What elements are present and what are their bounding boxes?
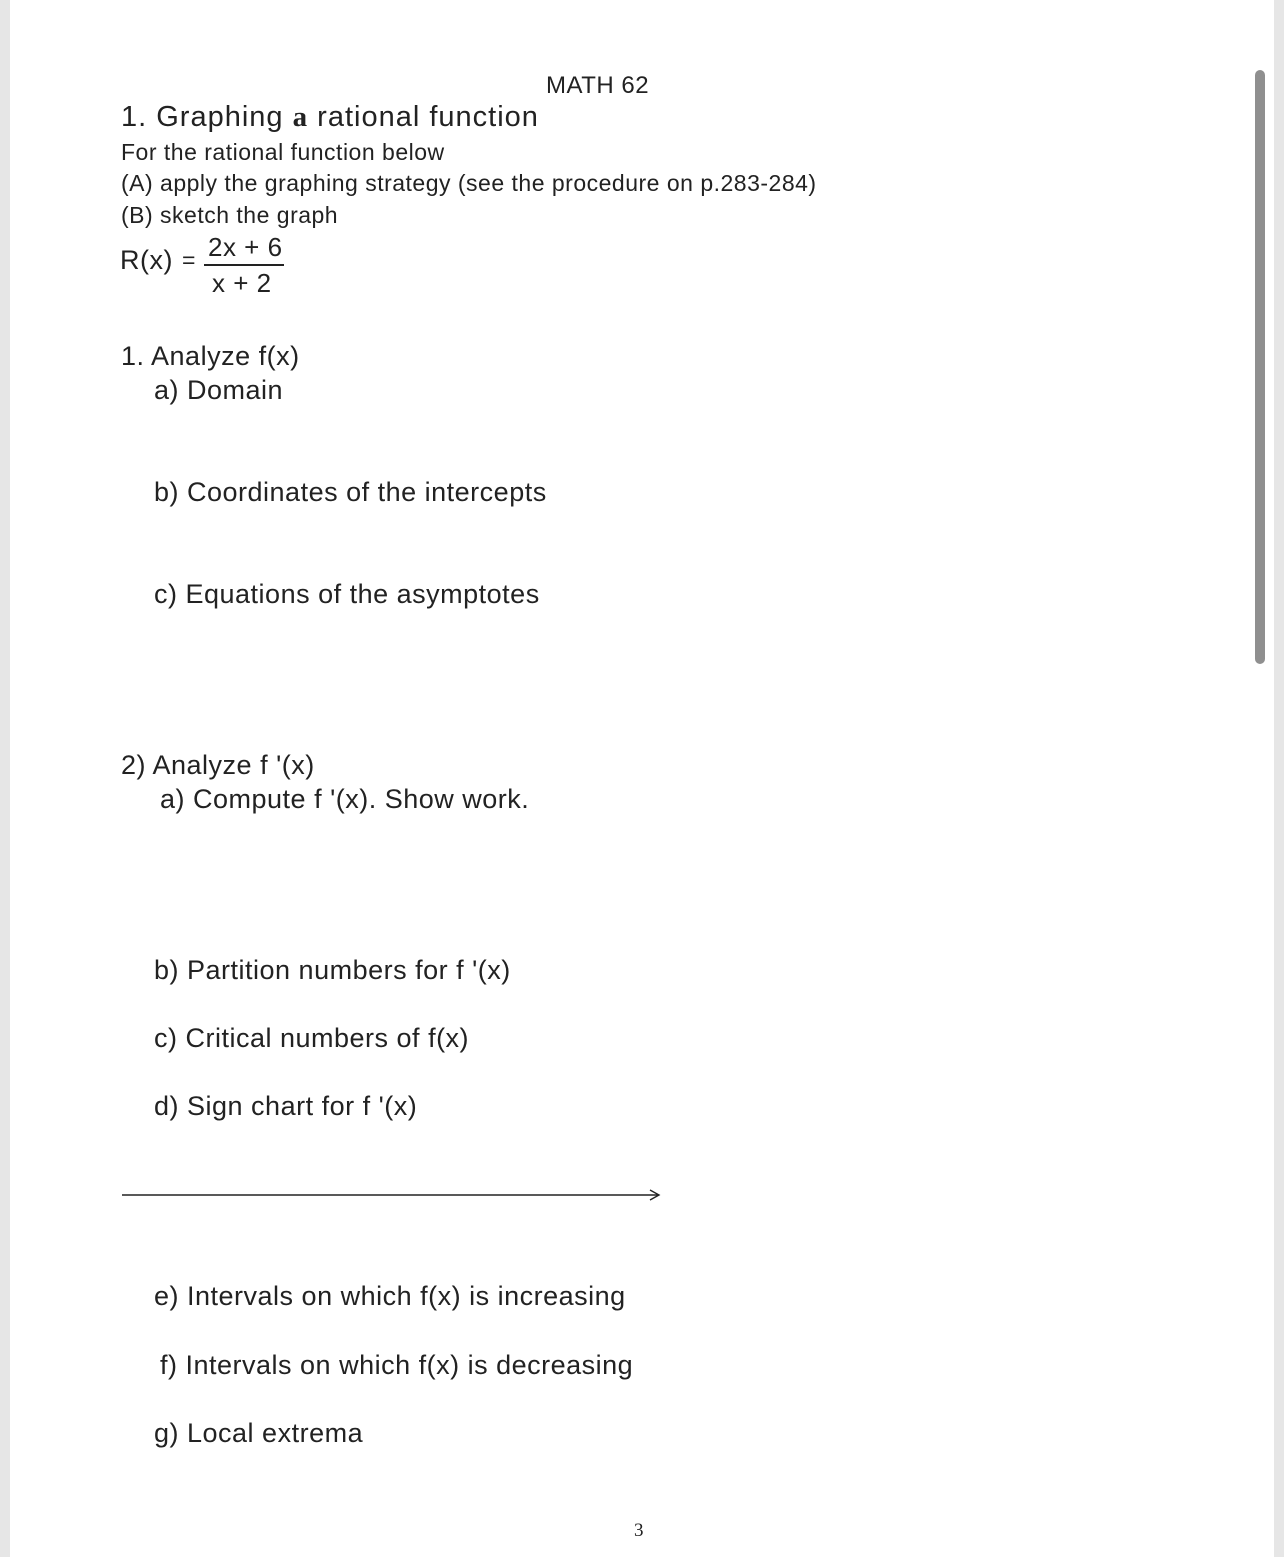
sign-chart-number-line — [122, 1188, 662, 1202]
intro-line: For the rational function below — [121, 139, 445, 165]
question-sign-chart: d) Sign chart for f '(x) — [154, 1091, 418, 1121]
intro-line: (B) sketch the graph — [121, 202, 339, 228]
question-decreasing-intervals: f) Intervals on which f(x) is decreasing — [160, 1350, 634, 1380]
question-intercepts: b) Coordinates of the intercepts — [154, 477, 547, 507]
question-local-extrema: g) Local extrema — [154, 1418, 364, 1448]
question-increasing-intervals: e) Intervals on which f(x) is increasing — [154, 1281, 626, 1311]
equals-sign: = — [182, 247, 196, 273]
document-page — [10, 0, 1274, 1557]
course-header: MATH 62 — [546, 72, 650, 99]
fraction-numerator: 2x + 6 — [208, 232, 283, 262]
section-heading-analyze-f-prime: 2) Analyze f '(x) — [121, 750, 315, 780]
intro-line: (A) apply the graphing strategy (see the procedure on p.283-284) — [121, 170, 817, 196]
function-name: R(x) — [120, 245, 173, 275]
question-partition-numbers: b) Partition numbers for f '(x) — [154, 955, 511, 985]
title-end: rational function — [308, 101, 539, 133]
vertical-scrollbar[interactable] — [1255, 70, 1265, 664]
fraction-bar — [204, 264, 284, 266]
page-number: 3 — [634, 1520, 644, 1541]
title-start: 1. Graphing — [121, 101, 293, 133]
problem-title — [121, 101, 539, 134]
question-asymptotes: c) Equations of the asymptotes — [154, 579, 540, 609]
question-critical-numbers: c) Critical numbers of f(x) — [154, 1023, 470, 1053]
fraction-denominator: x + 2 — [212, 268, 272, 298]
question-compute-derivative: a) Compute f '(x). Show work. — [160, 784, 530, 814]
section-heading-analyze-f: 1. Analyze f(x) — [121, 341, 300, 371]
question-domain: a) Domain — [154, 375, 284, 405]
title-bold-word: a — [292, 101, 309, 133]
